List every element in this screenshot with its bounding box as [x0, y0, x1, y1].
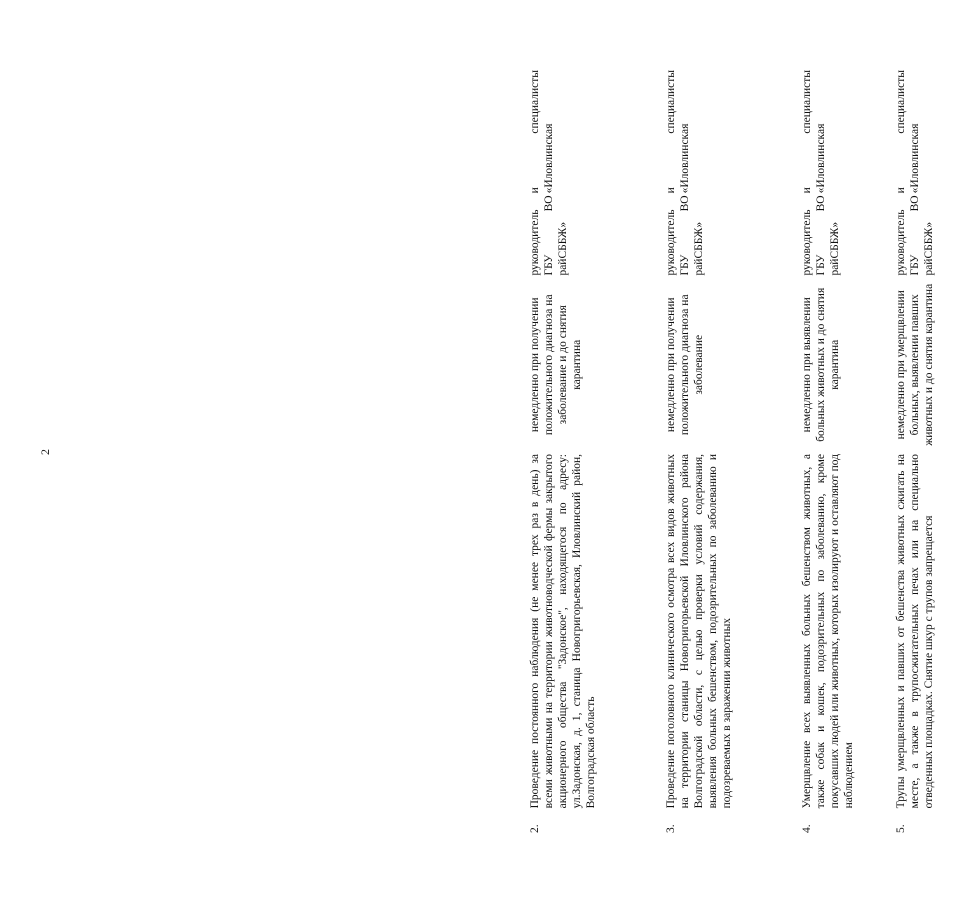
responsible-head: руководитель ГБУ ВО райСББЖ» — [665, 195, 705, 276]
measures-table — [525, 65, 957, 835]
measure-term: немедленно при получении положительного диагноза на заболевание — [665, 294, 705, 436]
responsible-specialists: и специалисты «Иловлинская — [801, 70, 827, 194]
measure-term: немедленно при выявлении больных животных и до снятия карантина — [801, 287, 841, 442]
measure-term: немедленно при получении положительного диагноза на заболевание и до снятия карантина — [529, 294, 583, 436]
row-number: 4. — [801, 824, 813, 833]
measure-text: Трупы умерщвленных и павших от бешенства животных сжигать на месте, а также в трупосжигательных печах или на специально отведенных площадках. Снятие шкур с трупов запрещается — [895, 454, 935, 809]
responsible-specialists: и специалисты «Иловлинская — [895, 70, 921, 194]
row-number: 2. — [529, 824, 541, 833]
responsible-specialists: и специалисты «Иловлинская — [529, 70, 555, 194]
rotated-content — [525, 65, 935, 835]
measure-text: Проведение поголовного клинического осмотра всех видов животных на территории станицы Новогригорьевской Иловлинского района Волгоградской области, с целью проверки условий содержания, выявления больных бешенством, подозрительных по заболеванию и подозреваемых в заражении животных — [665, 454, 733, 809]
measure-text: Умерщвление всех выявленных больных бешенством животных, а также собак и кошек, подозрительных по заболеванию, кроме покусавших людей или животных, которых изолируют и оставляют под наблюдением — [801, 454, 855, 809]
table-row — [797, 65, 891, 835]
responsible-head: руководитель ГБУ ВО райСББЖ» — [895, 195, 935, 276]
measure-term: немедленно при умерщвлении больных, выявлении павших животных и до снятия карантина — [895, 283, 935, 446]
responsible-head: руководитель ГБУ ВО райСББЖ» — [801, 195, 841, 276]
table-row — [891, 65, 957, 835]
measure-text: Проведение постоянного наблюдения (не менее трех раз в день) за всеми животными на территории животноводческой фермы закрытого акционерного общества "Задонское", находящегося по адресу: ул.Задонская, д. 1, станица Новогригорьевская, Иловлинский район, Волгоградская область — [529, 454, 597, 809]
responsible-specialists: и специалисты «Иловлинская — [665, 70, 691, 194]
row-number: 5. — [895, 824, 907, 833]
responsible-head: руководитель ГБУ ВО райСББЖ» — [529, 195, 569, 276]
table-row — [661, 65, 797, 835]
row-number: 3. — [665, 824, 677, 833]
page-number: 2 — [38, 449, 52, 455]
table-row — [525, 65, 661, 835]
